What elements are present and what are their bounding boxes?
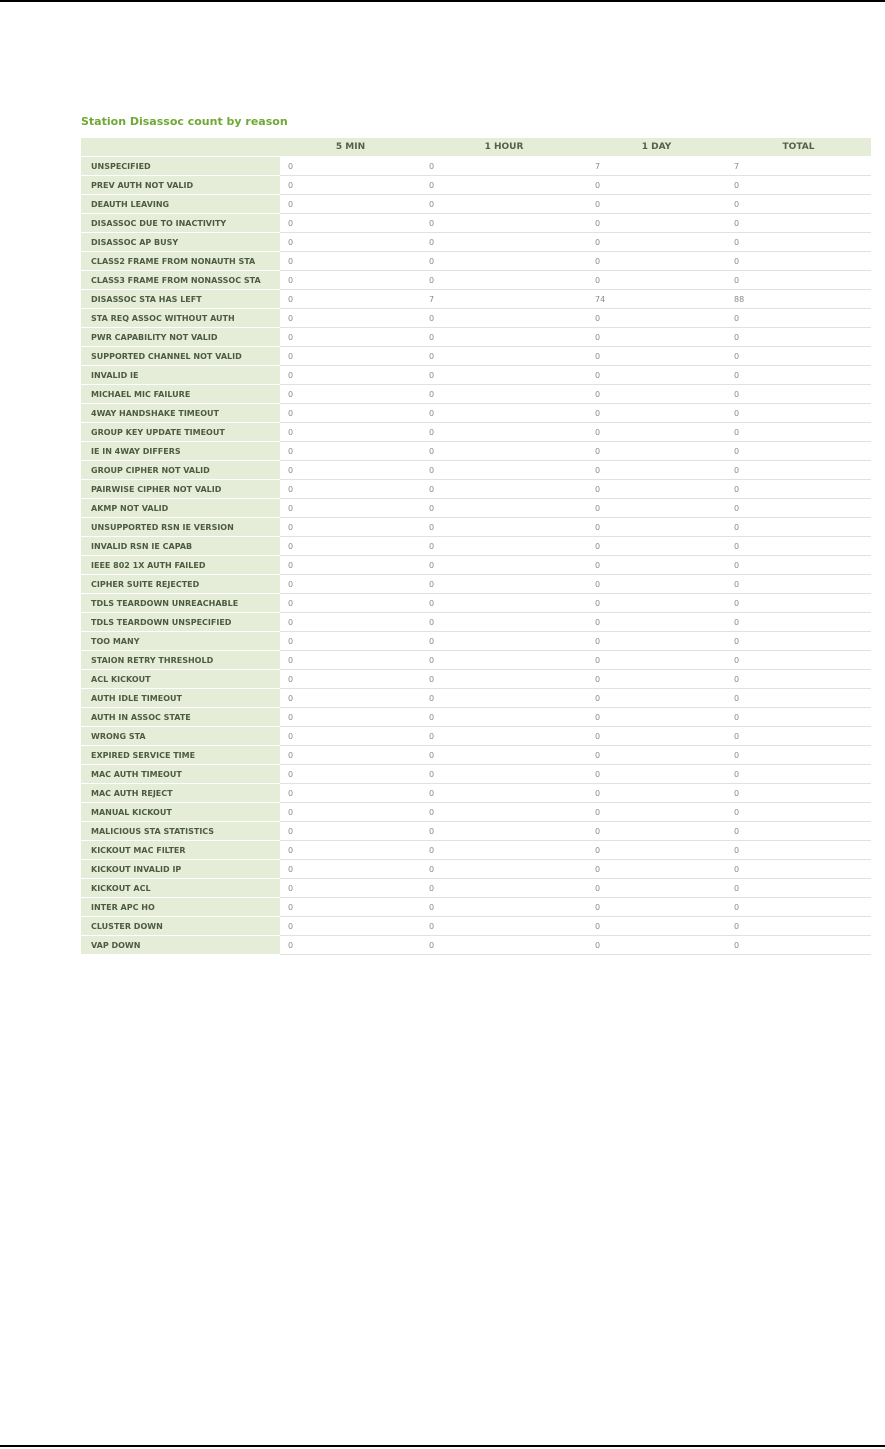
cell-5-min: 0 xyxy=(280,689,421,708)
cell-1-hour: 0 xyxy=(421,917,587,936)
row-reason-label: GROUP KEY UPDATE TIMEOUT xyxy=(81,423,280,442)
cell-1-day: 0 xyxy=(587,860,726,879)
cell-total: 0 xyxy=(726,822,871,841)
cell-total: 0 xyxy=(726,575,871,594)
cell-1-day: 0 xyxy=(587,328,726,347)
column-header-1-day: 1 DAY xyxy=(587,138,726,157)
cell-5-min: 0 xyxy=(280,784,421,803)
cell-total: 0 xyxy=(726,936,871,955)
row-reason-label: STAION RETRY THRESHOLD xyxy=(81,651,280,670)
cell-5-min: 0 xyxy=(280,803,421,822)
table-row xyxy=(81,898,871,917)
row-reason-label: MAC AUTH TIMEOUT xyxy=(81,765,280,784)
cell-total: 0 xyxy=(726,803,871,822)
row-reason-label: SUPPORTED CHANNEL NOT VALID xyxy=(81,347,280,366)
cell-1-hour: 0 xyxy=(421,689,587,708)
cell-total: 0 xyxy=(726,537,871,556)
cell-total: 0 xyxy=(726,271,871,290)
cell-1-hour: 0 xyxy=(421,613,587,632)
table-row xyxy=(81,727,871,746)
row-reason-label: CIPHER SUITE REJECTED xyxy=(81,575,280,594)
page-bottom-rule xyxy=(0,1445,885,1447)
table-row xyxy=(81,651,871,670)
row-reason-label: MICHAEL MIC FAILURE xyxy=(81,385,280,404)
table-row xyxy=(81,233,871,252)
cell-1-day: 0 xyxy=(587,841,726,860)
table-row xyxy=(81,879,871,898)
cell-5-min: 0 xyxy=(280,461,421,480)
cell-1-day: 0 xyxy=(587,537,726,556)
row-reason-label: STA REQ ASSOC WITHOUT AUTH xyxy=(81,309,280,328)
cell-5-min: 0 xyxy=(280,822,421,841)
cell-total: 0 xyxy=(726,556,871,575)
row-reason-label: MALICIOUS STA STATISTICS xyxy=(81,822,280,841)
table-row xyxy=(81,518,871,537)
table-row xyxy=(81,176,871,195)
row-reason-label: 4WAY HANDSHAKE TIMEOUT xyxy=(81,404,280,423)
cell-5-min: 0 xyxy=(280,233,421,252)
table-row xyxy=(81,708,871,727)
cell-total: 0 xyxy=(726,366,871,385)
row-reason-label: MANUAL KICKOUT xyxy=(81,803,280,822)
cell-1-hour: 0 xyxy=(421,784,587,803)
row-reason-label: DEAUTH LEAVING xyxy=(81,195,280,214)
cell-1-hour: 0 xyxy=(421,271,587,290)
cell-5-min: 0 xyxy=(280,632,421,651)
row-reason-label: DISASSOC STA HAS LEFT xyxy=(81,290,280,309)
cell-1-day: 0 xyxy=(587,613,726,632)
table-row xyxy=(81,746,871,765)
cell-5-min: 0 xyxy=(280,917,421,936)
cell-total: 0 xyxy=(726,442,871,461)
cell-1-hour: 0 xyxy=(421,423,587,442)
table-row xyxy=(81,537,871,556)
cell-1-day: 0 xyxy=(587,518,726,537)
cell-1-day: 0 xyxy=(587,423,726,442)
table-row xyxy=(81,404,871,423)
cell-5-min: 0 xyxy=(280,708,421,727)
table-row xyxy=(81,499,871,518)
table-row xyxy=(81,309,871,328)
table-header-row xyxy=(81,138,871,157)
cell-1-hour: 0 xyxy=(421,157,587,176)
cell-1-day: 0 xyxy=(587,499,726,518)
cell-5-min: 0 xyxy=(280,613,421,632)
cell-1-day: 0 xyxy=(587,936,726,955)
cell-1-hour: 0 xyxy=(421,366,587,385)
row-reason-label: WRONG STA xyxy=(81,727,280,746)
cell-total: 0 xyxy=(726,518,871,537)
cell-5-min: 0 xyxy=(280,309,421,328)
cell-total: 0 xyxy=(726,898,871,917)
cell-total: 0 xyxy=(726,765,871,784)
row-reason-label: MAC AUTH REJECT xyxy=(81,784,280,803)
cell-5-min: 0 xyxy=(280,176,421,195)
cell-total: 7 xyxy=(726,157,871,176)
cell-total: 0 xyxy=(726,727,871,746)
cell-1-day: 0 xyxy=(587,575,726,594)
cell-1-day: 0 xyxy=(587,195,726,214)
row-reason-label: GROUP CIPHER NOT VALID xyxy=(81,461,280,480)
cell-1-hour: 0 xyxy=(421,518,587,537)
cell-1-day: 0 xyxy=(587,233,726,252)
cell-5-min: 0 xyxy=(280,366,421,385)
cell-total: 0 xyxy=(726,214,871,233)
cell-1-day: 74 xyxy=(587,290,726,309)
cell-1-hour: 0 xyxy=(421,252,587,271)
table-row xyxy=(81,613,871,632)
cell-total: 0 xyxy=(726,499,871,518)
cell-1-hour: 0 xyxy=(421,860,587,879)
cell-total: 0 xyxy=(726,860,871,879)
cell-total: 0 xyxy=(726,233,871,252)
cell-1-hour: 0 xyxy=(421,803,587,822)
cell-1-day: 0 xyxy=(587,461,726,480)
column-header-5-min: 5 MIN xyxy=(280,138,421,157)
table-row xyxy=(81,917,871,936)
cell-5-min: 0 xyxy=(280,290,421,309)
row-reason-label: PWR CAPABILITY NOT VALID xyxy=(81,328,280,347)
table-row xyxy=(81,765,871,784)
cell-1-hour: 0 xyxy=(421,309,587,328)
cell-5-min: 0 xyxy=(280,746,421,765)
row-reason-label: INVALID RSN IE CAPAB xyxy=(81,537,280,556)
cell-5-min: 0 xyxy=(280,423,421,442)
row-reason-label: KICKOUT INVALID IP xyxy=(81,860,280,879)
cell-1-hour: 0 xyxy=(421,461,587,480)
table-row xyxy=(81,214,871,233)
row-reason-label: INTER APC HO xyxy=(81,898,280,917)
cell-total: 0 xyxy=(726,708,871,727)
row-reason-label: AUTH IN ASSOC STATE xyxy=(81,708,280,727)
cell-total: 0 xyxy=(726,917,871,936)
table-body xyxy=(81,157,871,955)
cell-total: 0 xyxy=(726,252,871,271)
table-row xyxy=(81,841,871,860)
cell-1-hour: 0 xyxy=(421,480,587,499)
row-reason-label: AUTH IDLE TIMEOUT xyxy=(81,689,280,708)
cell-1-day: 0 xyxy=(587,879,726,898)
cell-total: 0 xyxy=(726,195,871,214)
cell-total: 0 xyxy=(726,423,871,442)
cell-1-hour: 0 xyxy=(421,670,587,689)
table-row xyxy=(81,575,871,594)
cell-5-min: 0 xyxy=(280,328,421,347)
cell-total: 0 xyxy=(726,613,871,632)
cell-1-hour: 0 xyxy=(421,765,587,784)
cell-1-day: 7 xyxy=(587,157,726,176)
cell-total: 0 xyxy=(726,385,871,404)
table-row xyxy=(81,936,871,955)
cell-total: 0 xyxy=(726,651,871,670)
table-row xyxy=(81,632,871,651)
column-header-1-hour: 1 HOUR xyxy=(421,138,587,157)
row-reason-label: PREV AUTH NOT VALID xyxy=(81,176,280,195)
cell-1-day: 0 xyxy=(587,480,726,499)
table-row xyxy=(81,461,871,480)
cell-5-min: 0 xyxy=(280,727,421,746)
cell-total: 0 xyxy=(726,746,871,765)
cell-5-min: 0 xyxy=(280,157,421,176)
row-reason-label: AKMP NOT VALID xyxy=(81,499,280,518)
cell-5-min: 0 xyxy=(280,499,421,518)
table-row xyxy=(81,689,871,708)
column-header-total: TOTAL xyxy=(726,138,871,157)
cell-1-day: 0 xyxy=(587,385,726,404)
cell-1-hour: 0 xyxy=(421,328,587,347)
cell-1-day: 0 xyxy=(587,689,726,708)
cell-5-min: 0 xyxy=(280,841,421,860)
row-reason-label: ACL KICKOUT xyxy=(81,670,280,689)
table-row xyxy=(81,423,871,442)
cell-5-min: 0 xyxy=(280,347,421,366)
cell-1-hour: 0 xyxy=(421,936,587,955)
cell-1-day: 0 xyxy=(587,746,726,765)
cell-5-min: 0 xyxy=(280,898,421,917)
table-row xyxy=(81,803,871,822)
cell-1-hour: 0 xyxy=(421,651,587,670)
table-row xyxy=(81,594,871,613)
row-reason-label: KICKOUT MAC FILTER xyxy=(81,841,280,860)
cell-1-day: 0 xyxy=(587,271,726,290)
cell-1-day: 0 xyxy=(587,366,726,385)
row-reason-label: INVALID IE xyxy=(81,366,280,385)
section-title: Station Disassoc count by reason xyxy=(81,115,288,128)
cell-1-day: 0 xyxy=(587,651,726,670)
cell-1-hour: 0 xyxy=(421,214,587,233)
row-reason-label: IEEE 802 1X AUTH FAILED xyxy=(81,556,280,575)
cell-1-day: 0 xyxy=(587,784,726,803)
cell-total: 0 xyxy=(726,347,871,366)
cell-1-hour: 0 xyxy=(421,404,587,423)
cell-1-day: 0 xyxy=(587,404,726,423)
cell-1-hour: 0 xyxy=(421,898,587,917)
row-reason-label: KICKOUT ACL xyxy=(81,879,280,898)
cell-5-min: 0 xyxy=(280,936,421,955)
cell-5-min: 0 xyxy=(280,195,421,214)
row-reason-label: DISASSOC AP BUSY xyxy=(81,233,280,252)
cell-1-hour: 0 xyxy=(421,746,587,765)
page-top-rule xyxy=(0,0,885,2)
row-reason-label: IE IN 4WAY DIFFERS xyxy=(81,442,280,461)
cell-1-day: 0 xyxy=(587,822,726,841)
cell-1-hour: 0 xyxy=(421,176,587,195)
cell-1-hour: 0 xyxy=(421,233,587,252)
cell-1-day: 0 xyxy=(587,347,726,366)
cell-5-min: 0 xyxy=(280,765,421,784)
table-row xyxy=(81,442,871,461)
cell-1-day: 0 xyxy=(587,708,726,727)
table-row xyxy=(81,385,871,404)
header-corner-cell xyxy=(81,138,280,157)
cell-5-min: 0 xyxy=(280,271,421,290)
cell-1-hour: 7 xyxy=(421,290,587,309)
cell-5-min: 0 xyxy=(280,518,421,537)
cell-1-day: 0 xyxy=(587,176,726,195)
row-reason-label: CLASS3 FRAME FROM NONASSOC STA xyxy=(81,271,280,290)
table-row xyxy=(81,195,871,214)
cell-1-hour: 0 xyxy=(421,575,587,594)
cell-total: 0 xyxy=(726,841,871,860)
cell-5-min: 0 xyxy=(280,385,421,404)
row-reason-label: VAP DOWN xyxy=(81,936,280,955)
cell-1-hour: 0 xyxy=(421,632,587,651)
cell-1-day: 0 xyxy=(587,556,726,575)
row-reason-label: CLUSTER DOWN xyxy=(81,917,280,936)
cell-1-hour: 0 xyxy=(421,879,587,898)
table-row xyxy=(81,347,871,366)
cell-1-day: 0 xyxy=(587,309,726,328)
table-row xyxy=(81,480,871,499)
table-row xyxy=(81,328,871,347)
cell-1-day: 0 xyxy=(587,594,726,613)
table-row xyxy=(81,860,871,879)
row-reason-label: TDLS TEARDOWN UNSPECIFIED xyxy=(81,613,280,632)
cell-total: 0 xyxy=(726,328,871,347)
cell-1-hour: 0 xyxy=(421,195,587,214)
row-reason-label: UNSPECIFIED xyxy=(81,157,280,176)
table-row xyxy=(81,556,871,575)
cell-1-day: 0 xyxy=(587,442,726,461)
table-row xyxy=(81,822,871,841)
cell-total: 0 xyxy=(726,689,871,708)
cell-1-hour: 0 xyxy=(421,708,587,727)
row-reason-label: DISASSOC DUE TO INACTIVITY xyxy=(81,214,280,233)
cell-1-day: 0 xyxy=(587,917,726,936)
cell-total: 0 xyxy=(726,784,871,803)
cell-total: 0 xyxy=(726,176,871,195)
row-reason-label: UNSUPPORTED RSN IE VERSION xyxy=(81,518,280,537)
cell-total: 0 xyxy=(726,594,871,613)
cell-total: 0 xyxy=(726,670,871,689)
row-reason-label: TOO MANY xyxy=(81,632,280,651)
table-row xyxy=(81,784,871,803)
cell-5-min: 0 xyxy=(280,252,421,271)
cell-total: 0 xyxy=(726,461,871,480)
row-reason-label: CLASS2 FRAME FROM NONAUTH STA xyxy=(81,252,280,271)
cell-5-min: 0 xyxy=(280,404,421,423)
cell-5-min: 0 xyxy=(280,214,421,233)
cell-total: 0 xyxy=(726,404,871,423)
cell-5-min: 0 xyxy=(280,879,421,898)
cell-1-hour: 0 xyxy=(421,841,587,860)
cell-1-hour: 0 xyxy=(421,347,587,366)
cell-1-hour: 0 xyxy=(421,727,587,746)
cell-5-min: 0 xyxy=(280,537,421,556)
cell-5-min: 0 xyxy=(280,594,421,613)
table-row xyxy=(81,366,871,385)
table-row xyxy=(81,271,871,290)
cell-total: 0 xyxy=(726,309,871,328)
cell-1-day: 0 xyxy=(587,803,726,822)
cell-1-hour: 0 xyxy=(421,442,587,461)
cell-5-min: 0 xyxy=(280,651,421,670)
cell-5-min: 0 xyxy=(280,442,421,461)
cell-1-day: 0 xyxy=(587,727,726,746)
cell-1-day: 0 xyxy=(587,252,726,271)
cell-total: 0 xyxy=(726,632,871,651)
table-row xyxy=(81,157,871,176)
row-reason-label: TDLS TEARDOWN UNREACHABLE xyxy=(81,594,280,613)
cell-1-hour: 0 xyxy=(421,499,587,518)
row-reason-label: PAIRWISE CIPHER NOT VALID xyxy=(81,480,280,499)
cell-total: 88 xyxy=(726,290,871,309)
cell-1-day: 0 xyxy=(587,214,726,233)
cell-5-min: 0 xyxy=(280,860,421,879)
table-row xyxy=(81,290,871,309)
disassoc-stats-table xyxy=(81,138,871,955)
cell-1-hour: 0 xyxy=(421,822,587,841)
cell-5-min: 0 xyxy=(280,556,421,575)
table-row xyxy=(81,252,871,271)
cell-5-min: 0 xyxy=(280,480,421,499)
row-reason-label: EXPIRED SERVICE TIME xyxy=(81,746,280,765)
cell-1-hour: 0 xyxy=(421,594,587,613)
cell-1-hour: 0 xyxy=(421,556,587,575)
cell-1-day: 0 xyxy=(587,898,726,917)
cell-total: 0 xyxy=(726,480,871,499)
cell-5-min: 0 xyxy=(280,575,421,594)
cell-1-hour: 0 xyxy=(421,537,587,556)
cell-1-day: 0 xyxy=(587,632,726,651)
table-row xyxy=(81,670,871,689)
cell-5-min: 0 xyxy=(280,670,421,689)
cell-1-day: 0 xyxy=(587,670,726,689)
cell-1-hour: 0 xyxy=(421,385,587,404)
cell-total: 0 xyxy=(726,879,871,898)
cell-1-day: 0 xyxy=(587,765,726,784)
